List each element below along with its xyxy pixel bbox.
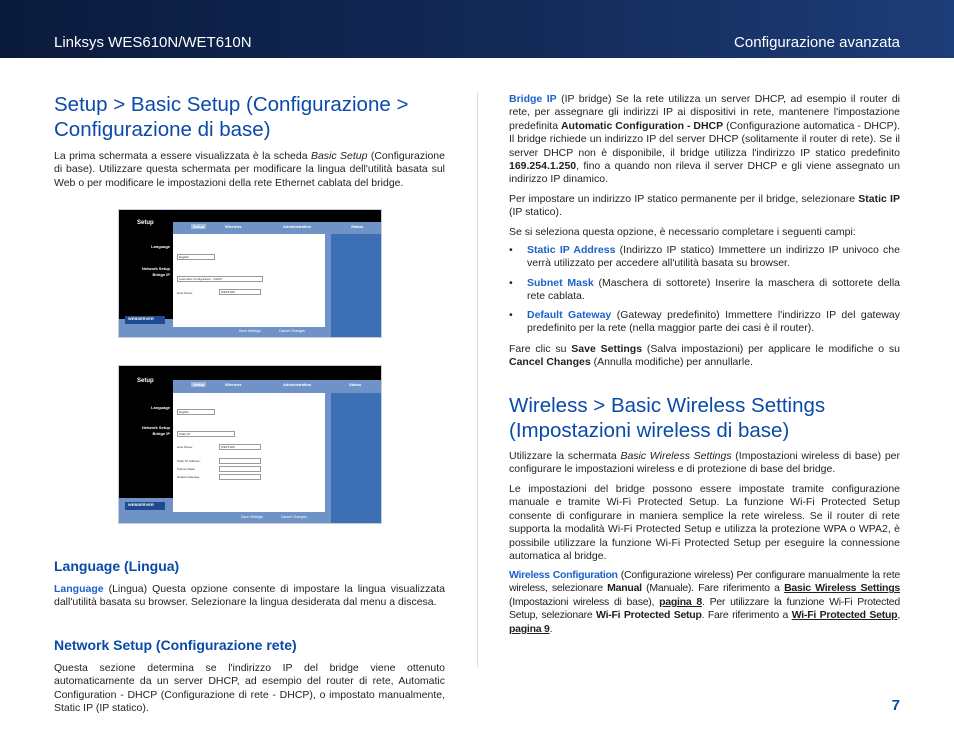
screenshot-footer: Save Settings Cancel Changes (173, 512, 331, 524)
language-paragraph: Language (Lingua) Questa opzione consente di impostare la lingua visualizzata dall'utilità basata su browser. Selezionare la lingua desiderata dal menu a discesa. (54, 583, 445, 609)
screenshot-help-panel (331, 234, 382, 338)
link-wifi-protected-setup[interactable]: Wi-Fi Protected Setup (791, 609, 898, 622)
screenshot-logo: WEBSERVER (125, 316, 165, 324)
heading-language: Language (Lingua) (54, 558, 180, 574)
screenshot-header: Setup (119, 366, 381, 393)
bullet-static-ip: • Static IP Address (Indirizzo IP statico) Immettere un indirizzo IP univoco che verrà utilizzato per accedere all'utilità basata su browser. (509, 244, 900, 271)
bridge-ip-select: Automatic Configuration - DHCP (177, 276, 263, 282)
subnet-mask-field (219, 466, 261, 472)
screenshot-sidebar: Language Network Setup Bridge IP (119, 393, 173, 498)
heading-network-setup: Network Setup (Configurazione rete) (54, 637, 297, 653)
bullet-subnet-mask: • Subnet Mask (Maschera di sottorete) Inserire la maschera di sottorete della rete cablata. (509, 277, 900, 304)
page-number: 7 (891, 697, 900, 714)
save-paragraph: Fare clic su Save Settings (Salva impostazioni) per applicare le modifiche o su Cancel Changes (Annulla modifiche) per annullarle. (509, 343, 900, 369)
static-ip-paragraph: Per impostare un indirizzo IP statico permanente per il bridge, selezionare Static IP (IP statico). (509, 193, 900, 219)
page-header (0, 0, 954, 58)
screenshot-logo: WEBSERVER (125, 502, 165, 510)
language-select: English (177, 254, 215, 260)
screenshot-form: English Static IP Host Name: WET610N Static IP Address: Subnet Mask: Default Gateway: (173, 393, 325, 512)
screenshot-header: Setup (119, 210, 381, 234)
product-name: Linksys WES610N/WET610N (54, 34, 252, 51)
screenshot-footer: Save Settings Cancel Changes (173, 327, 331, 338)
host-name-field: WET610N (219, 444, 261, 450)
screenshot-tabs: Setup Wireless Administration Status (173, 222, 381, 234)
default-gateway-field (219, 474, 261, 480)
screenshot-form: English Automatic Configuration - DHCP Host Name: WET610N (173, 234, 325, 327)
language-select: English (177, 409, 215, 415)
section-title-basic-wireless: Wireless > Basic Wireless Settings (Impostazioni wireless di base) (509, 394, 826, 442)
bridge-ip-select: Static IP (177, 431, 235, 437)
bridge-ip-paragraph: Bridge IP (IP bridge) Se la rete utilizza un server DHCP, ad esempio il router di rete, per assegnare gli indirizzi IP ai dispositivi in rete, mantenere l'impostazione predefinita Automatic Configuration - DHCP (Configurazione automatica - DHCP). Il bridge richiede un indirizzo IP del server DHCP (solitamente il router di rete). Se il server DHCP non è disponibile, il bridge utilizza l'indirizzo IP statico predefinito 169.254.1.250, fino a quando non rileva il server DHCP e gli viene assegnato un indirizzo IP dinamico. (509, 93, 901, 186)
section-title-basic-setup: Setup > Basic Setup (Configurazione > Configurazione di base) (54, 93, 409, 141)
link-pagina-9[interactable]: pagina 9 (509, 622, 550, 635)
bullet-default-gateway: • Default Gateway (Gateway predefinito) Immettere l'indirizzo IP del gateway predefinito per la rete (nella maggior parte dei casi è il router). (509, 309, 900, 336)
intro-paragraph: La prima schermata a essere visualizzata è la scheda Basic Setup (Configurazione di base). Utilizzare questa schermata per modificare la lingua dell'utilità basata sul Web o per modificare le impostazioni della rete Ethernet cablata del bridge. (54, 150, 445, 189)
host-name-field: WET610N (219, 289, 261, 295)
wireless-intro: Utilizzare la schermata Basic Wireless Settings (Impostazioni wireless di base) per configurare le impostazioni wireless e di protezione di base del bridge. (509, 450, 901, 476)
column-divider (477, 92, 478, 667)
link-basic-wireless-settings[interactable]: Basic Wireless Settings (784, 582, 900, 595)
screenshot-tabs: Setup Wireless Administration Status (173, 380, 381, 393)
link-pagina-8[interactable]: pagina 8 (659, 595, 702, 608)
screenshot-dhcp-setup (118, 209, 382, 338)
screenshot-help-panel (331, 393, 382, 524)
screenshot-sidebar: Language Network Setup Bridge IP (119, 234, 173, 319)
static-ip-field (219, 458, 261, 464)
section-name: Configurazione avanzata (734, 34, 900, 51)
screenshot-static-ip-setup (118, 365, 382, 524)
network-paragraph: Questa sezione determina se l'indirizzo IP del bridge viene ottenuto automaticamente da un server DHCP, ad esempio del router di rete, Automatic Configuration - DHCP (Configurazione di rete - DHCP), o impostato manualmente, Static IP (IP statico). (54, 662, 445, 715)
fields-intro: Se si seleziona questa opzione, è necessario completare i seguenti campi: (509, 226, 856, 238)
wireless-configuration-paragraph: Wireless Configuration (Configurazione wireless) Per configurare manualmente la rete wireless, selezionare Manual (Manuale). Fare riferimento a Basic Wireless Settings (Impostazioni wireless di base), pagina 8. Per utilizzare la funzione Wi-Fi Protected Setup, selezionare Wi-Fi Protected Setup. Fare riferimento a Wi-Fi Protected Setup, pagina 9. (509, 569, 901, 635)
wps-paragraph: Le impostazioni del bridge possono essere impostate tramite configurazione manuale e tramite Wi-Fi Protected Setup. La funzione Wi-Fi Protected Setup consente di configurare in maniera semplice la rete wireless. Se il router di rete supporta la modalità Wi-Fi Protected Setup e utilizza la protezione WPA o WPA2, è possibile utilizzare la funzione Wi-Fi Protected Setup per eseguire la connessione automatica al bridge. (509, 483, 900, 563)
